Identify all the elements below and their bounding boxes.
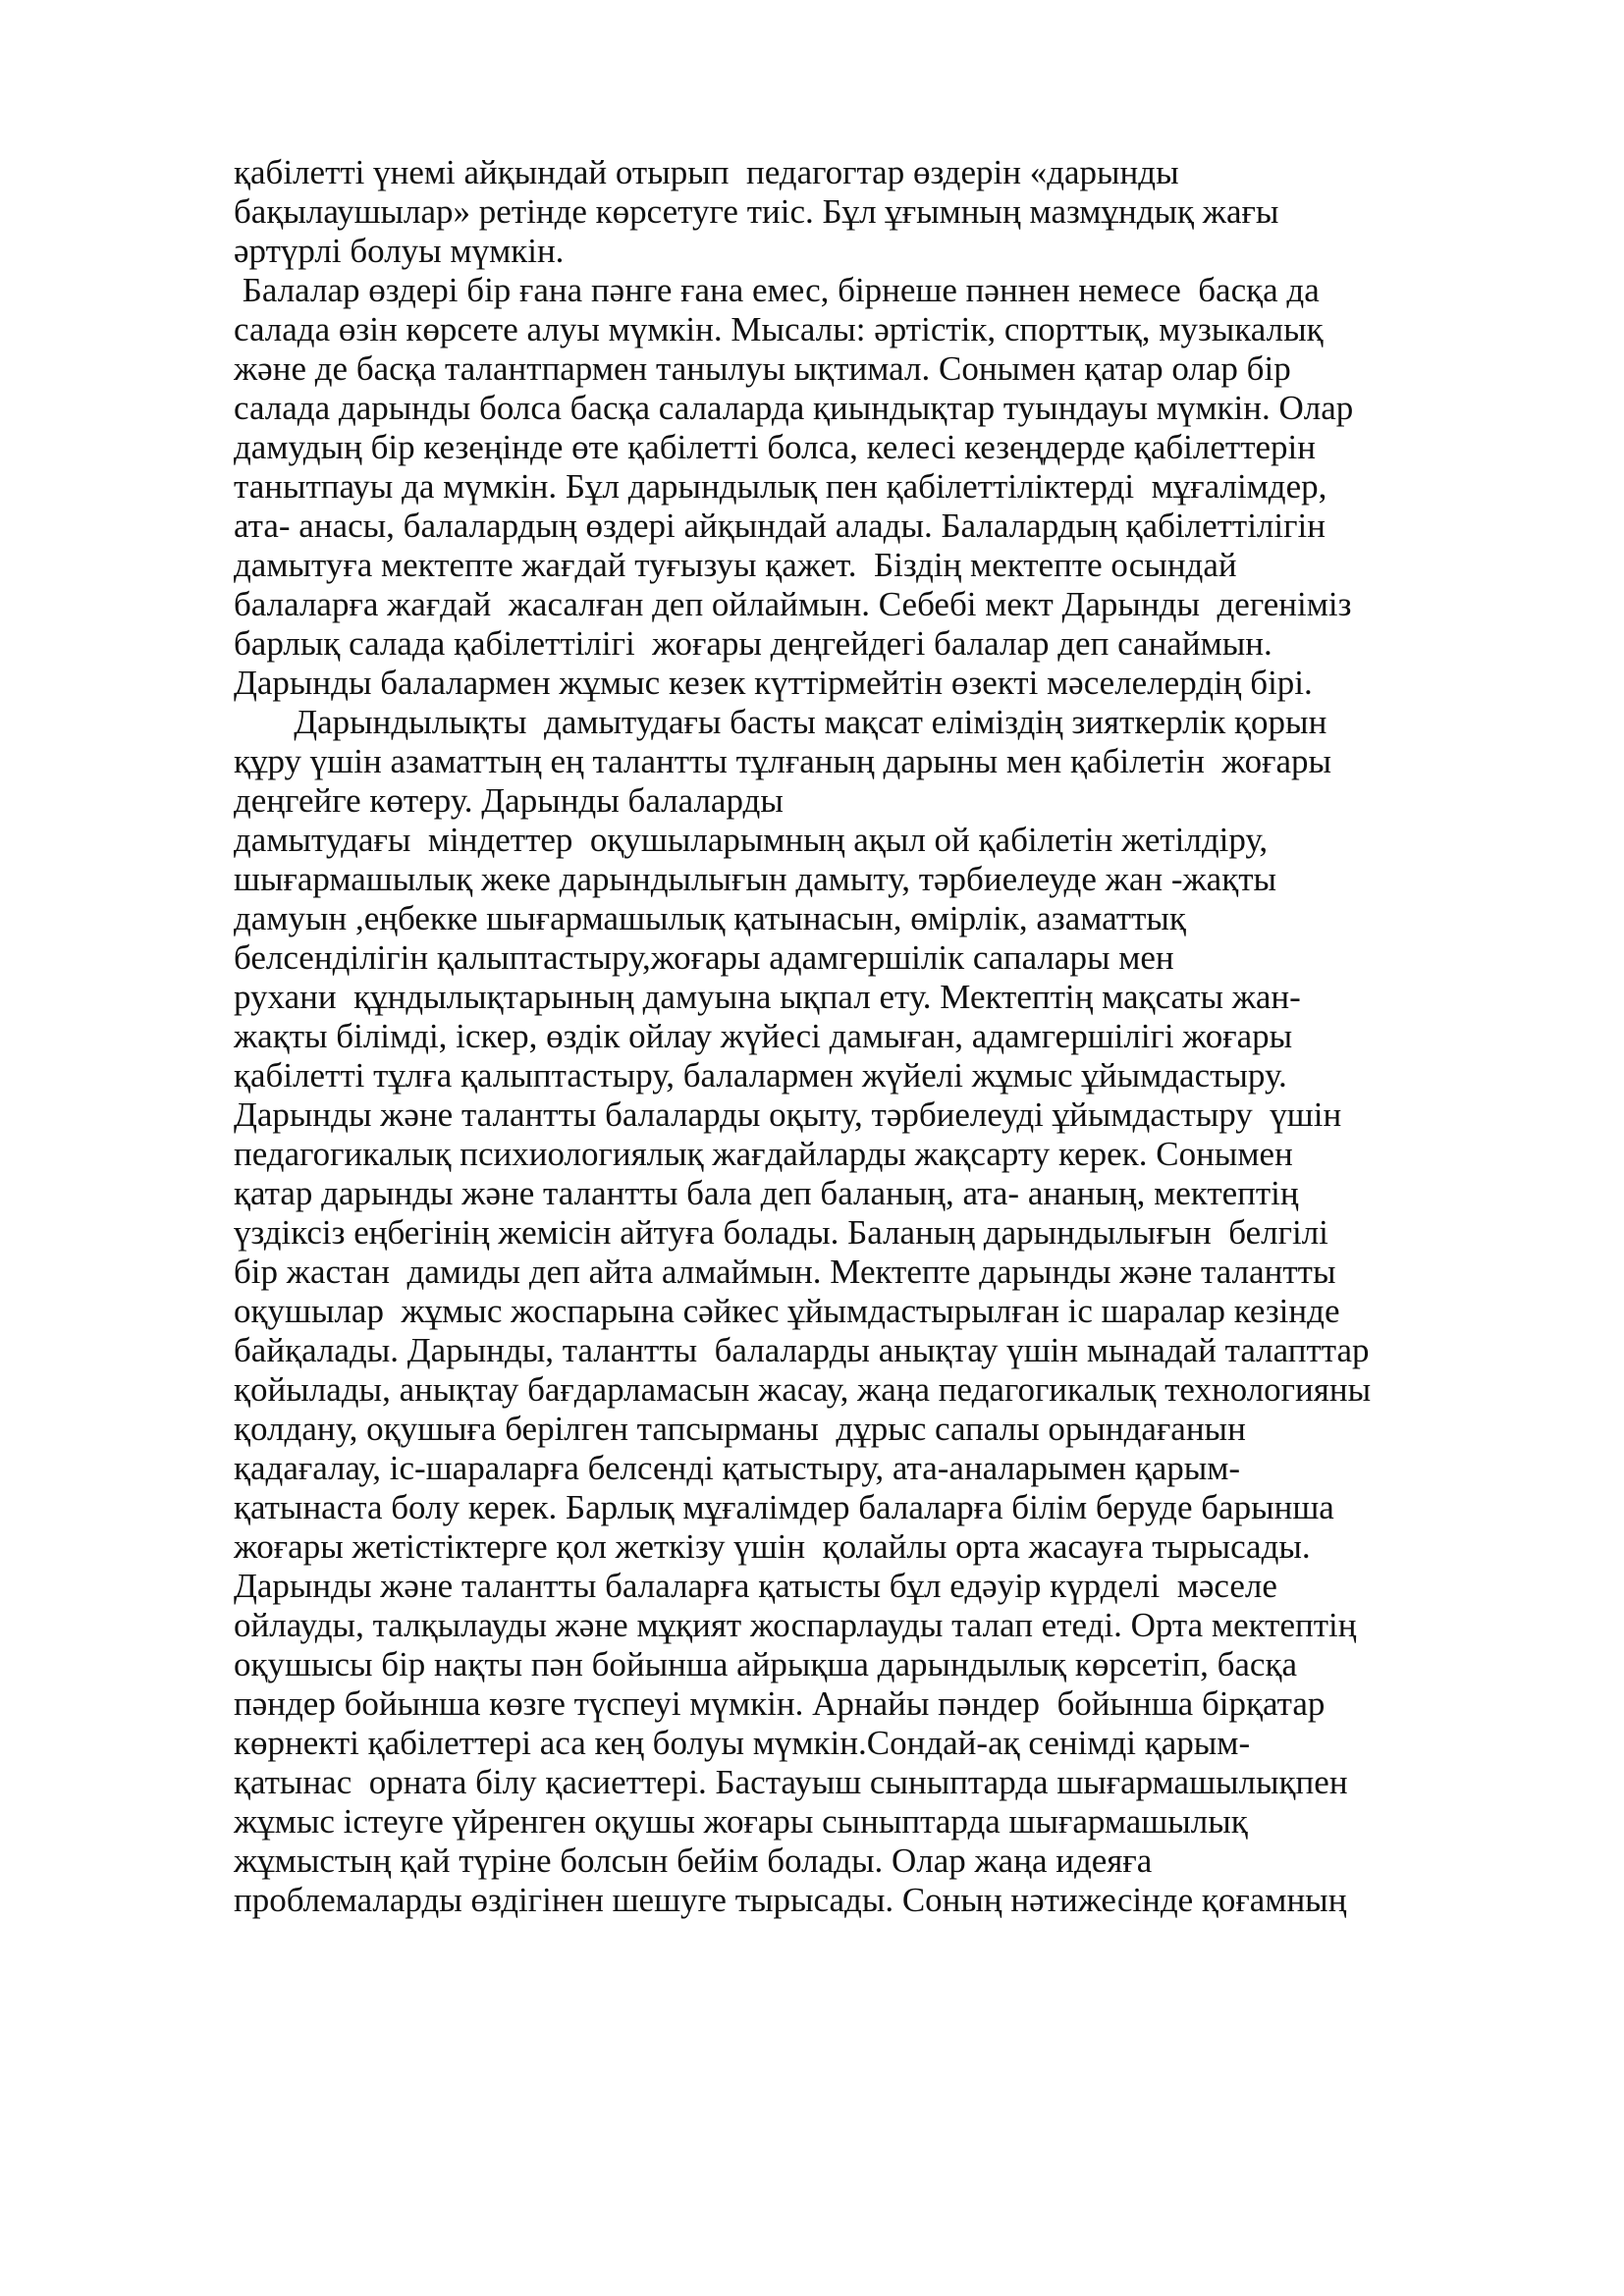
text-line: ата- анасы, балалардың өздері айқындай алады. Балалардың қабілеттілігін (234, 507, 1326, 545)
text-line: Дарындылықты дамытудағы басты мақсат еліміздің зияткерлік қорын (234, 703, 1327, 741)
text-line: қатынас орната білу қасиеттері. Бастауыш сыныптарда шығармашылықпен (234, 1763, 1348, 1801)
text-line: Дарынды және талантты балаларға қатысты бұл едәуір күрделі мәселе (234, 1567, 1277, 1605)
text-line: дамудың бір кезеңінде өте қабілетті болса, келесі кезеңдерде қабілеттерін (234, 428, 1316, 466)
text-line: Дарынды және талантты балаларды оқыту, тәрбиелеуді ұйымдастыру үшін (234, 1095, 1342, 1134)
text-line: салада дарынды болса басқа салаларда қиындықтар туындауы мүмкін. Олар (234, 389, 1354, 427)
text-line: пәндер бойынша көзге түспеуі мүмкін. Арнайы пәндер бойынша бірқатар (234, 1684, 1326, 1723)
text-line: салада өзін көрсете алуы мүмкін. Мысалы: әртістік, спорттық, музыкалық (234, 310, 1324, 348)
text-line: әртүрлі болуы мүмкін. (234, 232, 565, 270)
text-line: қатынаста болу керек. Барлық мұғалімдер балаларға білім беруде барынша (234, 1488, 1334, 1526)
text-line: ойлауды, талқылауды және мұқият жоспарлауды талап етеді. Орта мектептің (234, 1606, 1357, 1644)
text-line: барлық салада қабілеттілігі жоғары деңгейдегі балалар деп санаймын. (234, 624, 1272, 663)
text-line: дамытудағы міндеттер оқушыларымның ақыл ой қабілетін жетілдіру, (234, 821, 1269, 859)
text-line: Балалар өздері бір ғана пәнге ғана емес, бірнеше пәннен немесе басқа да (234, 271, 1320, 309)
text-line: және де басқа талантпармен танылуы ықтимал. Сонымен қатар олар бір (234, 349, 1291, 388)
text-line: танытпауы да мүмкін. Бұл дарындылық пен қабілеттіліктерді мұғалімдер, (234, 467, 1327, 506)
text-line: қолдану, оқушыға берілген тапсырманы дұрыс сапалы орындағанын (234, 1410, 1246, 1448)
text-line: көрнекті қабілеттері аса кең болуы мүмкін.Сондай-ақ сенімді қарым- (234, 1724, 1251, 1762)
text-line: құру үшін азаматтың ең талантты тұлғаның дарыны мен қабілетін жоғары (234, 742, 1332, 780)
text-line: қабілетті тұлға қалыптастыру, балалармен жүйелі жұмыс ұйымдастыру. (234, 1056, 1287, 1095)
text-line: дамытуға мектепте жағдай туғызуы қажет. Біздің мектепте осындай (234, 546, 1237, 584)
text-line: қойылады, анықтау бағдарламасын жасау, жаңа педагогикалық технологияны (234, 1370, 1372, 1409)
text-line: жақты білімді, іскер, өздік ойлау жүйесі дамыған, адамгершілігі жоғары (234, 1017, 1293, 1055)
text-line: бір жастан дамиды деп айта алмаймын. Мектепте дарынды және талантты (234, 1253, 1336, 1291)
text-line: балаларға жағдай жасалған деп ойлаймын. Себебі мект Дарынды дегеніміз (234, 585, 1352, 623)
text-line: дамуын ,еңбекке шығармашылық қатынасын, өмірлік, азаматтық (234, 899, 1186, 937)
document-body-text (234, 153, 1540, 1920)
text-line: қадағалау, іс-шараларға белсенді қатыстыру, ата-аналарымен қарым- (234, 1449, 1241, 1487)
text-line: шығармашылық жеке дарындылығын дамыту, тәрбиелеуде жан -жақты (234, 860, 1277, 898)
text-line: бақылаушылар» ретінде көрсетуге тиіс. Бұл ұғымның мазмұндық жағы (234, 192, 1279, 231)
text-line: жоғары жетістіктерге қол жеткізу үшін қолайлы орта жасауға тырысады. (234, 1527, 1311, 1566)
text-line: педагогикалық психиологиялық жағдайларды жақсарту керек. Сонымен (234, 1135, 1293, 1173)
text-line: байқалады. Дарынды, талантты балаларды анықтау үшін мынадай талапттар (234, 1331, 1370, 1369)
text-line: жұмыстың қай түріне болсын бейім болады. Олар жаңа идеяға (234, 1842, 1153, 1880)
text-line: үздіксіз еңбегінің жемісін айтуға болады. Баланың дарындылығын белгілі (234, 1213, 1328, 1252)
text-line: қатар дарынды және талантты бала деп баланың, ата- ананың, мектептің (234, 1174, 1299, 1212)
text-line: рухани құндылықтарының дамуына ықпал ету. Мектептің мақсаты жан- (234, 978, 1301, 1016)
text-line: қабілетті үнемі айқындай отырып педагогтар өздерін «дарынды (234, 153, 1179, 191)
text-line: белсенділігін қалыптастыру,жоғары адамгершілік сапалары мен (234, 938, 1174, 977)
text-line: Дарынды балалармен жұмыс кезек күттірмейтін өзекті мәселелердің бірі. (234, 664, 1313, 702)
text-line: оқушылар жұмыс жоспарына сәйкес ұйымдастырылған іс шаралар кезінде (234, 1292, 1340, 1330)
text-line: жұмыс істеуге үйренген оқушы жоғары сыныптарда шығармашылық (234, 1802, 1248, 1841)
text-line: деңгейге көтеру. Дарынды балаларды (234, 781, 784, 820)
text-line: проблемаларды өздігінен шешуге тырысады. Соның нәтижесінде қоғамның (234, 1881, 1347, 1919)
text-line: оқушысы бір нақты пән бойынша айрықша дарындылық көрсетіп, басқа (234, 1645, 1297, 1683)
